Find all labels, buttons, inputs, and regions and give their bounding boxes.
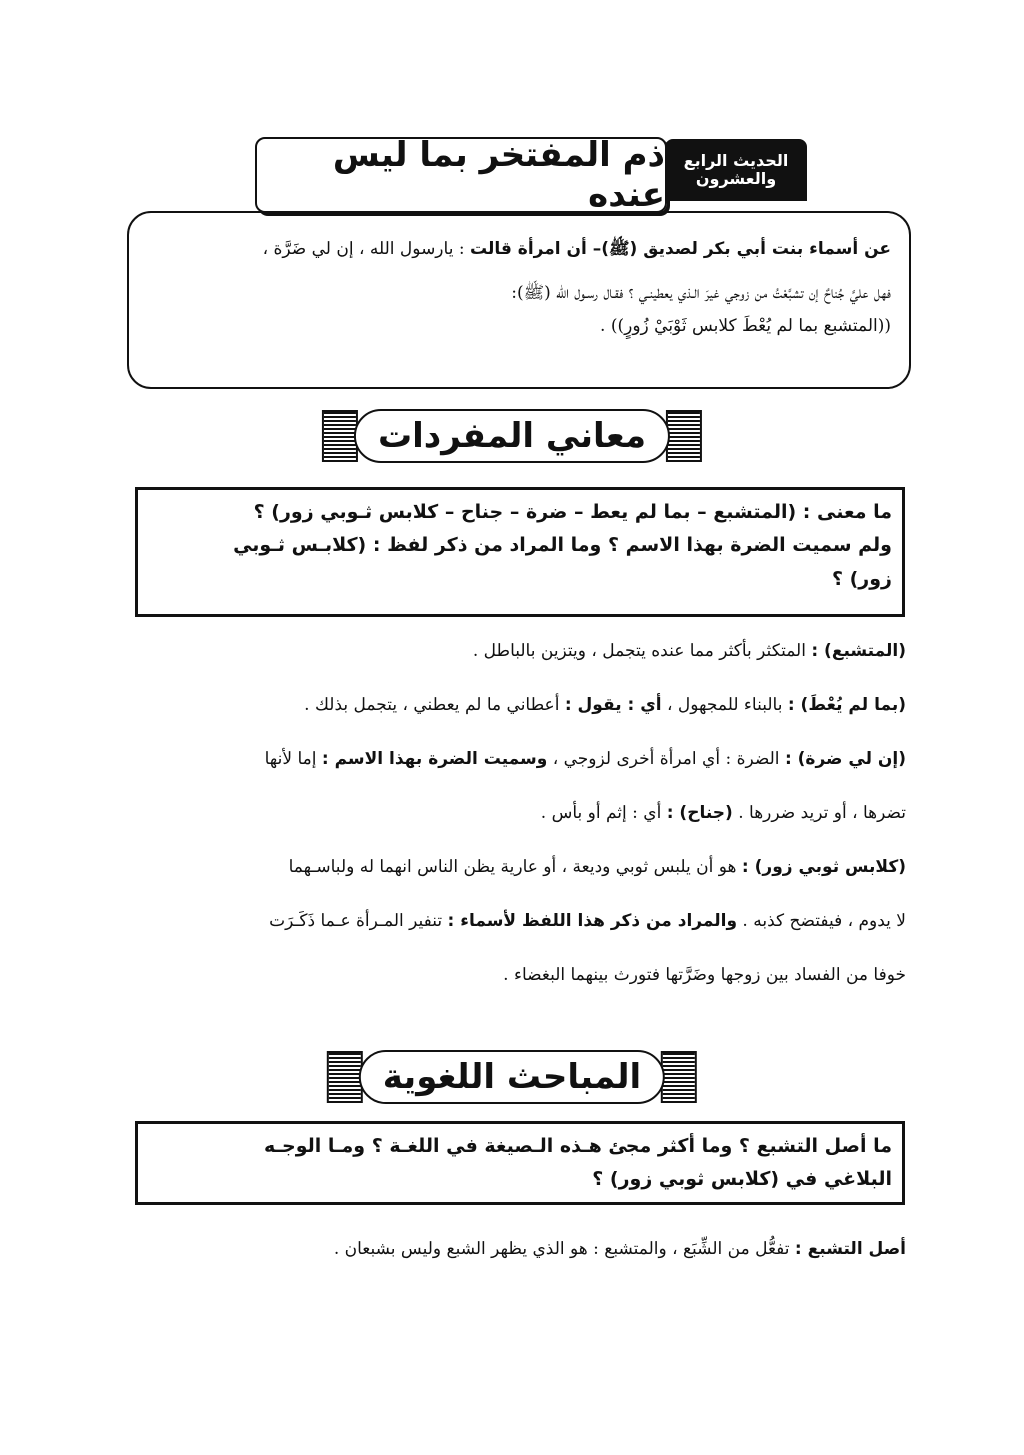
title-row <box>255 137 807 213</box>
term-label: (المتشبع) : <box>811 641 906 661</box>
term-definition: إما لأنها <box>264 749 322 769</box>
term-definition: تضرها ، أو تريد ضررها . <box>732 803 906 823</box>
meaning-paragraph <box>140 678 906 732</box>
term-label: والمراد من ذكر هذا اللفظ لأسماء : <box>447 911 738 931</box>
term-definition: أعطاني ما لم يعطني ، يتجمل بذلك . <box>304 695 565 715</box>
meaning-paragraph <box>140 786 906 840</box>
term-definition: تنفير المـرأة عـما ذَكَـرَت <box>269 911 448 931</box>
term-label: (كلابس ثوبي زور) : <box>741 857 906 877</box>
meaning-paragraph <box>140 624 906 678</box>
question-1-part-2: ولم سميت الضرة بهذا الاسم ؟ وما المراد من ذكر لفظ : (كلابـس ثـوبي <box>233 534 892 557</box>
hadith-line-1 <box>147 227 891 271</box>
section-header-linguistic <box>327 1050 697 1104</box>
question-1-part-3: زور) ؟ <box>831 567 892 590</box>
term-label: أصل التشبع : <box>794 1239 906 1259</box>
hadith-number-tag: الحديث الرابع والعشرون <box>665 139 807 201</box>
term-definition: تفعُّل من الشِّبَع ، والمتشبع : هو الذي يظهر الشبع وليس بشبعان . <box>333 1239 795 1259</box>
question-2-part-1: ما أصل التشبع ؟ وما أكثر مجئ هـذه الـصيغة في اللغـة ؟ ومـا الوجـه <box>264 1135 892 1157</box>
question-box-meanings <box>135 487 905 617</box>
meaning-paragraph <box>140 732 906 786</box>
term-label: (إن لي ضرة) : <box>784 749 906 769</box>
term-label: وسميت الضرة بهذا الاسم : <box>321 749 548 769</box>
section-title-linguistic: المباحث اللغوية <box>359 1050 665 1104</box>
hadith-text-box <box>127 211 911 389</box>
question-box-linguistic <box>135 1121 905 1205</box>
term-definition: المتكثر بأكثر مما عنده يتجمل ، ويتزين بالباطل . <box>472 641 812 661</box>
term-label: (بما لم يُعْطَ) : <box>787 695 906 715</box>
hadith-line-3: ((المتشبع بما لم يُعْطَ كلابس ثَوْبَيْ زُورٍ)) . <box>600 316 891 337</box>
linguistic-paragraph <box>140 1222 906 1276</box>
decorative-stripes-left <box>322 410 358 462</box>
term-label: أي : يقول : <box>564 695 662 715</box>
decorative-stripes-right <box>661 1051 697 1103</box>
meaning-paragraph <box>140 948 906 1002</box>
meanings-body <box>140 624 906 1002</box>
hadith-line-2: فهل عليَّ جُناحٌ إن تشبَّعْتُ من زوجي غيرَ الـذي يعطينـي ؟ فقـال رسـول الله (ﷺ): <box>511 283 891 304</box>
term-definition: هو أن يلبس ثوبي وديعة ، أو عارية يظن الناس انهما له ولباسـهما <box>288 857 742 877</box>
meaning-paragraph <box>140 840 906 894</box>
linguistic-body <box>140 1222 906 1276</box>
meaning-paragraph <box>140 894 906 948</box>
term-label: (جناح) : <box>666 803 733 823</box>
term-definition: بالبناء للمجهول ، <box>661 695 788 715</box>
section-header-meanings <box>322 409 702 463</box>
page-title: ذم المفتخر بما ليس عنده <box>255 137 667 213</box>
question-2-part-2: البلاغي في (كلابس ثوبي زور) ؟ <box>592 1168 892 1191</box>
hadith-narrator: عن أسماء بنت أبي بكر لصديق (ﷺ)– أن امرأة قالت <box>469 239 891 259</box>
hadith-line-1-rest: : يارسول الله ، إن لي ضَرَّة ، <box>262 239 470 259</box>
term-definition: خوفا من الفساد بين زوجها وضَرَّتها فتورث بينهما البغضاء . <box>503 965 906 985</box>
decorative-stripes-right <box>666 410 702 462</box>
question-1-part-1: ما معنى : (المتشبع – بما لم يعط – ضرة – جناح – كلابس ثـوبي زور) ؟ <box>253 501 892 523</box>
section-title-meanings: معاني المفردات <box>354 409 670 463</box>
term-definition: أي : إثم أو بأس . <box>540 803 667 823</box>
term-definition: الضرة : أي امرأة أخرى لزوجي ، <box>547 749 785 769</box>
term-definition: لا يدوم ، فيفتضح كذبه . <box>737 911 906 931</box>
decorative-stripes-left <box>327 1051 363 1103</box>
